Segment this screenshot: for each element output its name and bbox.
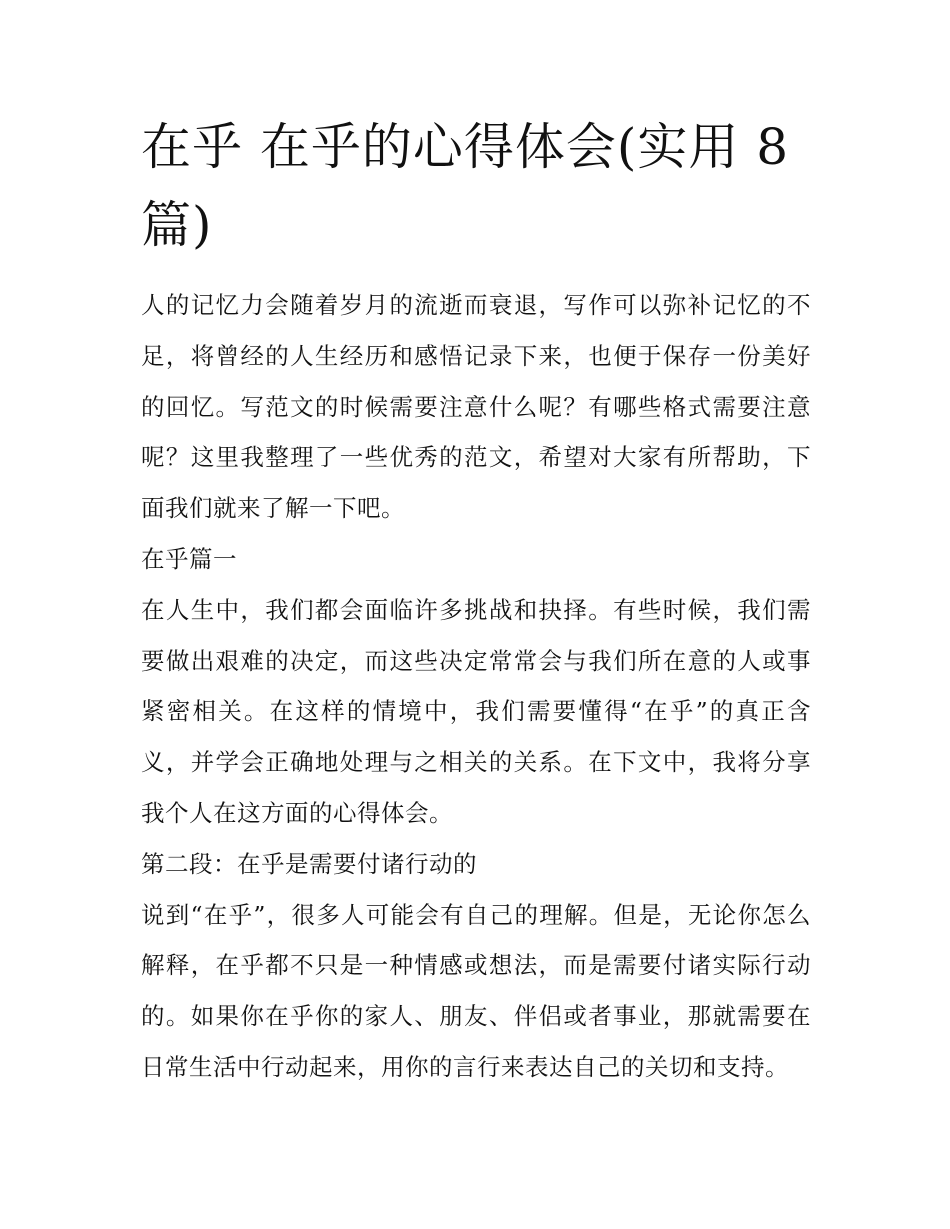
- section-1-paragraph: 在人生中，我们都会面临许多挑战和抉择。有些时候，我们需要做出艰难的决定，而这些决定常常会与我们所在意的人或事紧密相关。在这样的情境中，我们需要懂得“在乎”的真正含义，并学会正确地处理与之相关的关系。在下文中，我将分享我个人在这方面的心得体会。: [141, 595, 811, 827]
- section-2-paragraph: 说到“在乎”，很多人可能会有自己的理解。但是，无论你怎么解释，在乎都不只是一种情感或想法，而是需要付诸实际行动的。如果你在乎你的家人、朋友、伴侣或者事业，那就需要在日常生活中行动起来，用你的言行来表达自己的关切和支持。: [141, 900, 811, 1081]
- document-content: [141, 108, 811, 1093]
- intro-paragraph: 人的记忆力会随着岁月的流逝而衰退，写作可以弥补记忆的不足，将曾经的人生经历和感悟记录下来，也便于保存一份美好的回忆。写范文的时候需要注意什么呢？有哪些格式需要注意呢？这里我整理了一些优秀的范文，希望对大家有所帮助，下面我们就来了解一下吧。: [141, 291, 811, 523]
- section-heading-1: 在乎篇一: [141, 544, 237, 573]
- document-body: [141, 280, 811, 1093]
- document-title: 在乎 在乎的心得体会(实用 8 篇): [141, 118, 790, 254]
- section-heading-2: 第二段：在乎是需要付诸行动的: [141, 849, 477, 878]
